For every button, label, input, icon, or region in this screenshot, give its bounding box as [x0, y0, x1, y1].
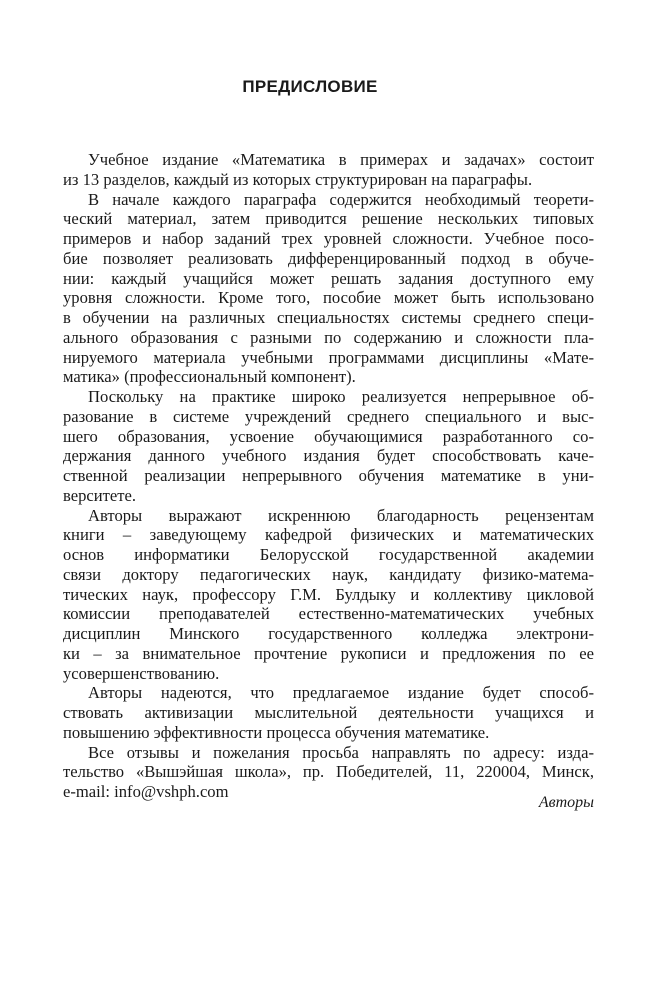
paragraph-line: нии: каждый учащийся может решать задания доступного ему: [63, 268, 594, 288]
paragraph-line: основ информатики Белорусской государственной академии: [63, 545, 594, 564]
paragraph-line: связи доктору педагогических наук, кандидату физико-матема-: [63, 564, 594, 584]
paragraph-line: в обучении на различных специальностях системы среднего специ-: [63, 308, 594, 327]
paragraph-line: дисциплин Минского государственного колледжа электрони-: [63, 624, 594, 643]
paragraph-line: повышению эффективности процесса обучения математике.: [63, 722, 490, 742]
paragraph-line: Авторы надеются, что предлагаемое издание будет способ-: [88, 683, 594, 703]
paragraph-line: примеров и набор заданий трех уровней сложности. Учебное посо-: [63, 229, 594, 248]
paragraph-line: уровня сложности. Кроме того, пособие может быть использовано: [63, 288, 594, 308]
paragraph-line: разование в системе учреждений среднего специального и выс-: [63, 406, 594, 426]
paragraph-line: нируемого материала учебными программами дисциплины «Мате-: [63, 347, 594, 367]
paragraph-line: ческий материал, затем приводится решение нескольких типовых: [63, 209, 594, 229]
paragraph-line: усовершенствованию.: [63, 663, 220, 683]
paragraph-line: Учебное издание «Математика в примерах и задачах» состоит: [88, 150, 594, 169]
paragraph-line: ки – за внимательное прочтение рукописи и предложения по ее: [63, 643, 594, 663]
paragraph-line: e-mail: info@vshph.com: [63, 782, 229, 801]
paragraph-line: шего образования, усвоение обучающимися разработанного со-: [63, 426, 594, 446]
paragraph-line: Авторы выражают искреннюю благодарность рецензентам: [88, 505, 594, 525]
paragraph-line: Все отзывы и пожелания просьба направлять по адресу: изда-: [88, 742, 594, 762]
paragraph-line: бие позволяет реализовать дифференцированный подход в обуче-: [63, 248, 594, 268]
paragraph-line: комиссии преподавателей естественно-математических учебных: [63, 604, 594, 624]
signature: Авторы: [538, 794, 594, 811]
paragraph-line: тельство «Вышэйшая школа», пр. Победителей, 11, 220004, Минск,: [63, 762, 594, 782]
paragraph-line: ствовать активизации мыслительной деятельности учащихся и: [63, 703, 594, 722]
paragraph-line: тических наук, профессору Г.М. Булдыку и коллективу цикловой: [63, 584, 594, 604]
paragraph-line: ственной реализации непрерывного обучения математике в уни-: [63, 466, 594, 485]
paragraph-line: В начале каждого параграфа содержится необходимый теорети-: [88, 189, 594, 209]
paragraph-line: Поскольку на практике широко реализуется непрерывное об-: [88, 387, 594, 406]
paragraph-line: матика» (профессиональный компонент).: [63, 367, 356, 387]
paragraph-line: ального образования с разными по содержанию и сложности пла-: [63, 327, 594, 347]
paragraph-line: держания данного учебного издания будет способствовать каче-: [63, 446, 594, 466]
paragraph-line: книги – заведующему кафедрой физических и математических: [63, 525, 594, 545]
paragraph-line: верситете.: [63, 485, 137, 505]
paragraph-line: из 13 разделов, каждый из которых структурирован на параграфы.: [63, 169, 533, 189]
page-title: ПРЕДИСЛОВИЕ: [242, 77, 378, 96]
